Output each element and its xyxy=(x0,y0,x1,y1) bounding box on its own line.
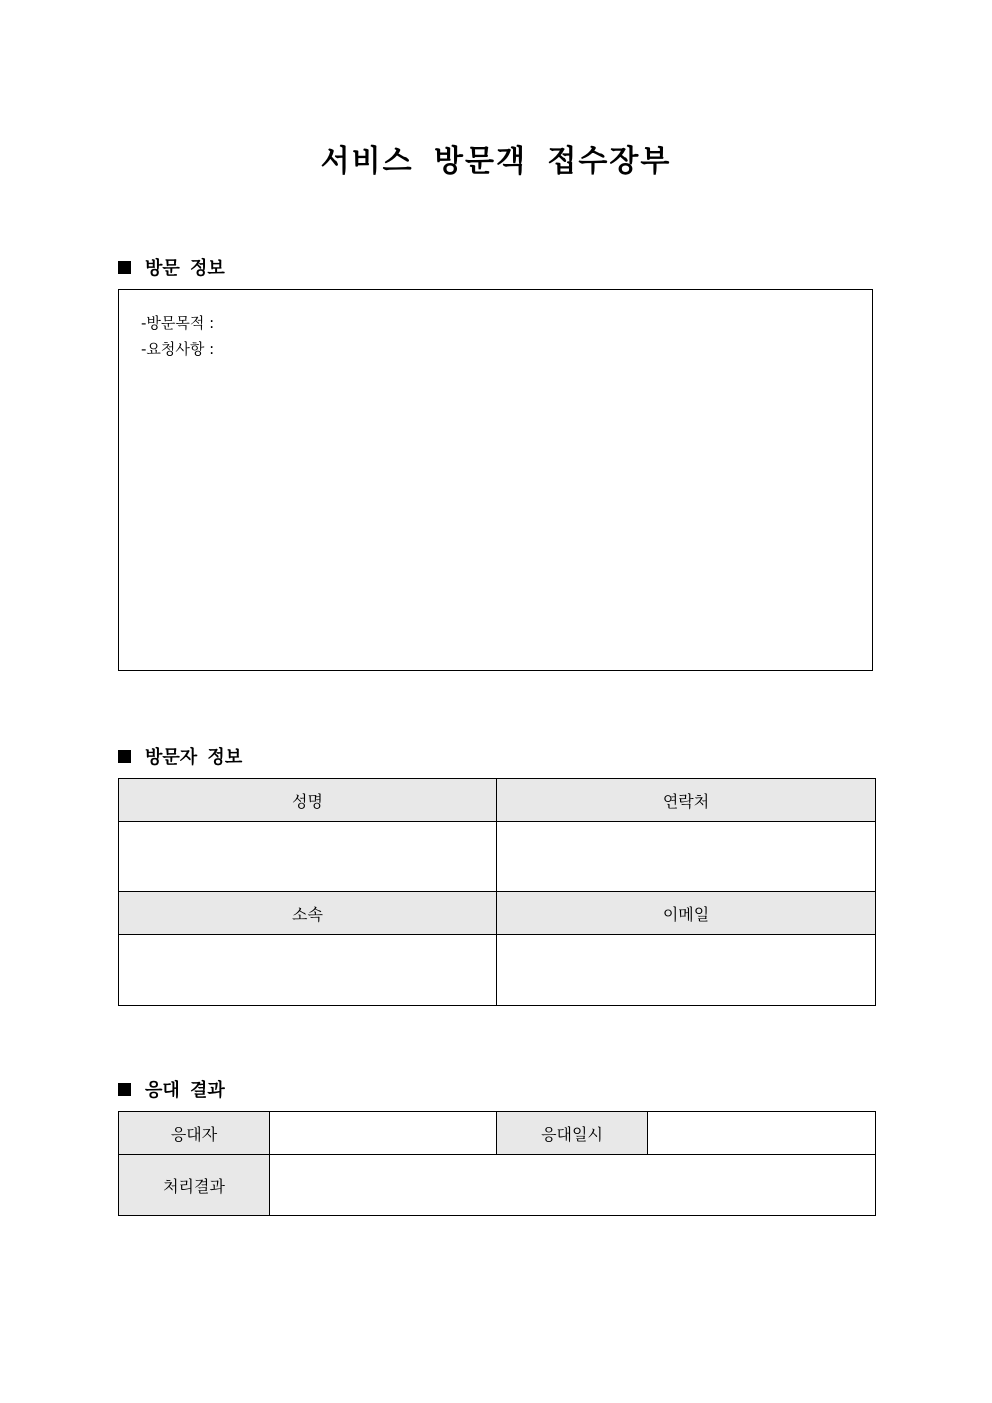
square-bullet-icon xyxy=(118,261,131,274)
email-label: 이메일 xyxy=(497,892,876,935)
visit-info-heading xyxy=(118,254,225,280)
response-result-heading-text: 응대 결과 xyxy=(145,1080,225,1101)
visit-info-heading-text: 방문 정보 xyxy=(145,258,225,279)
response-datetime-field[interactable] xyxy=(648,1112,876,1155)
responder-label: 응대자 xyxy=(119,1112,270,1155)
contact-label: 연락처 xyxy=(497,779,876,822)
visitor-info-table xyxy=(118,778,876,1006)
response-result-heading xyxy=(118,1076,225,1102)
response-result-table xyxy=(118,1111,876,1216)
visitor-info-heading xyxy=(118,743,242,769)
page-title: 서비스 방문객 접수장부 xyxy=(320,144,672,179)
affiliation-label: 소속 xyxy=(119,892,497,935)
square-bullet-icon xyxy=(118,750,131,763)
responder-field[interactable] xyxy=(270,1112,497,1155)
response-datetime-label: 응대일시 xyxy=(497,1112,648,1155)
name-label: 성명 xyxy=(119,779,497,822)
result-field[interactable] xyxy=(270,1155,876,1216)
visit-request-label: -요청사항 : xyxy=(141,340,215,358)
visit-info-box[interactable] xyxy=(118,289,873,671)
email-field[interactable] xyxy=(497,935,876,1006)
contact-field[interactable] xyxy=(497,822,876,892)
result-label: 처리결과 xyxy=(119,1155,270,1216)
affiliation-field[interactable] xyxy=(119,935,497,1006)
visit-purpose-label: -방문목적 : xyxy=(141,314,215,332)
square-bullet-icon xyxy=(118,1083,131,1096)
name-field[interactable] xyxy=(119,822,497,892)
visitor-info-heading-text: 방문자 정보 xyxy=(145,747,243,768)
